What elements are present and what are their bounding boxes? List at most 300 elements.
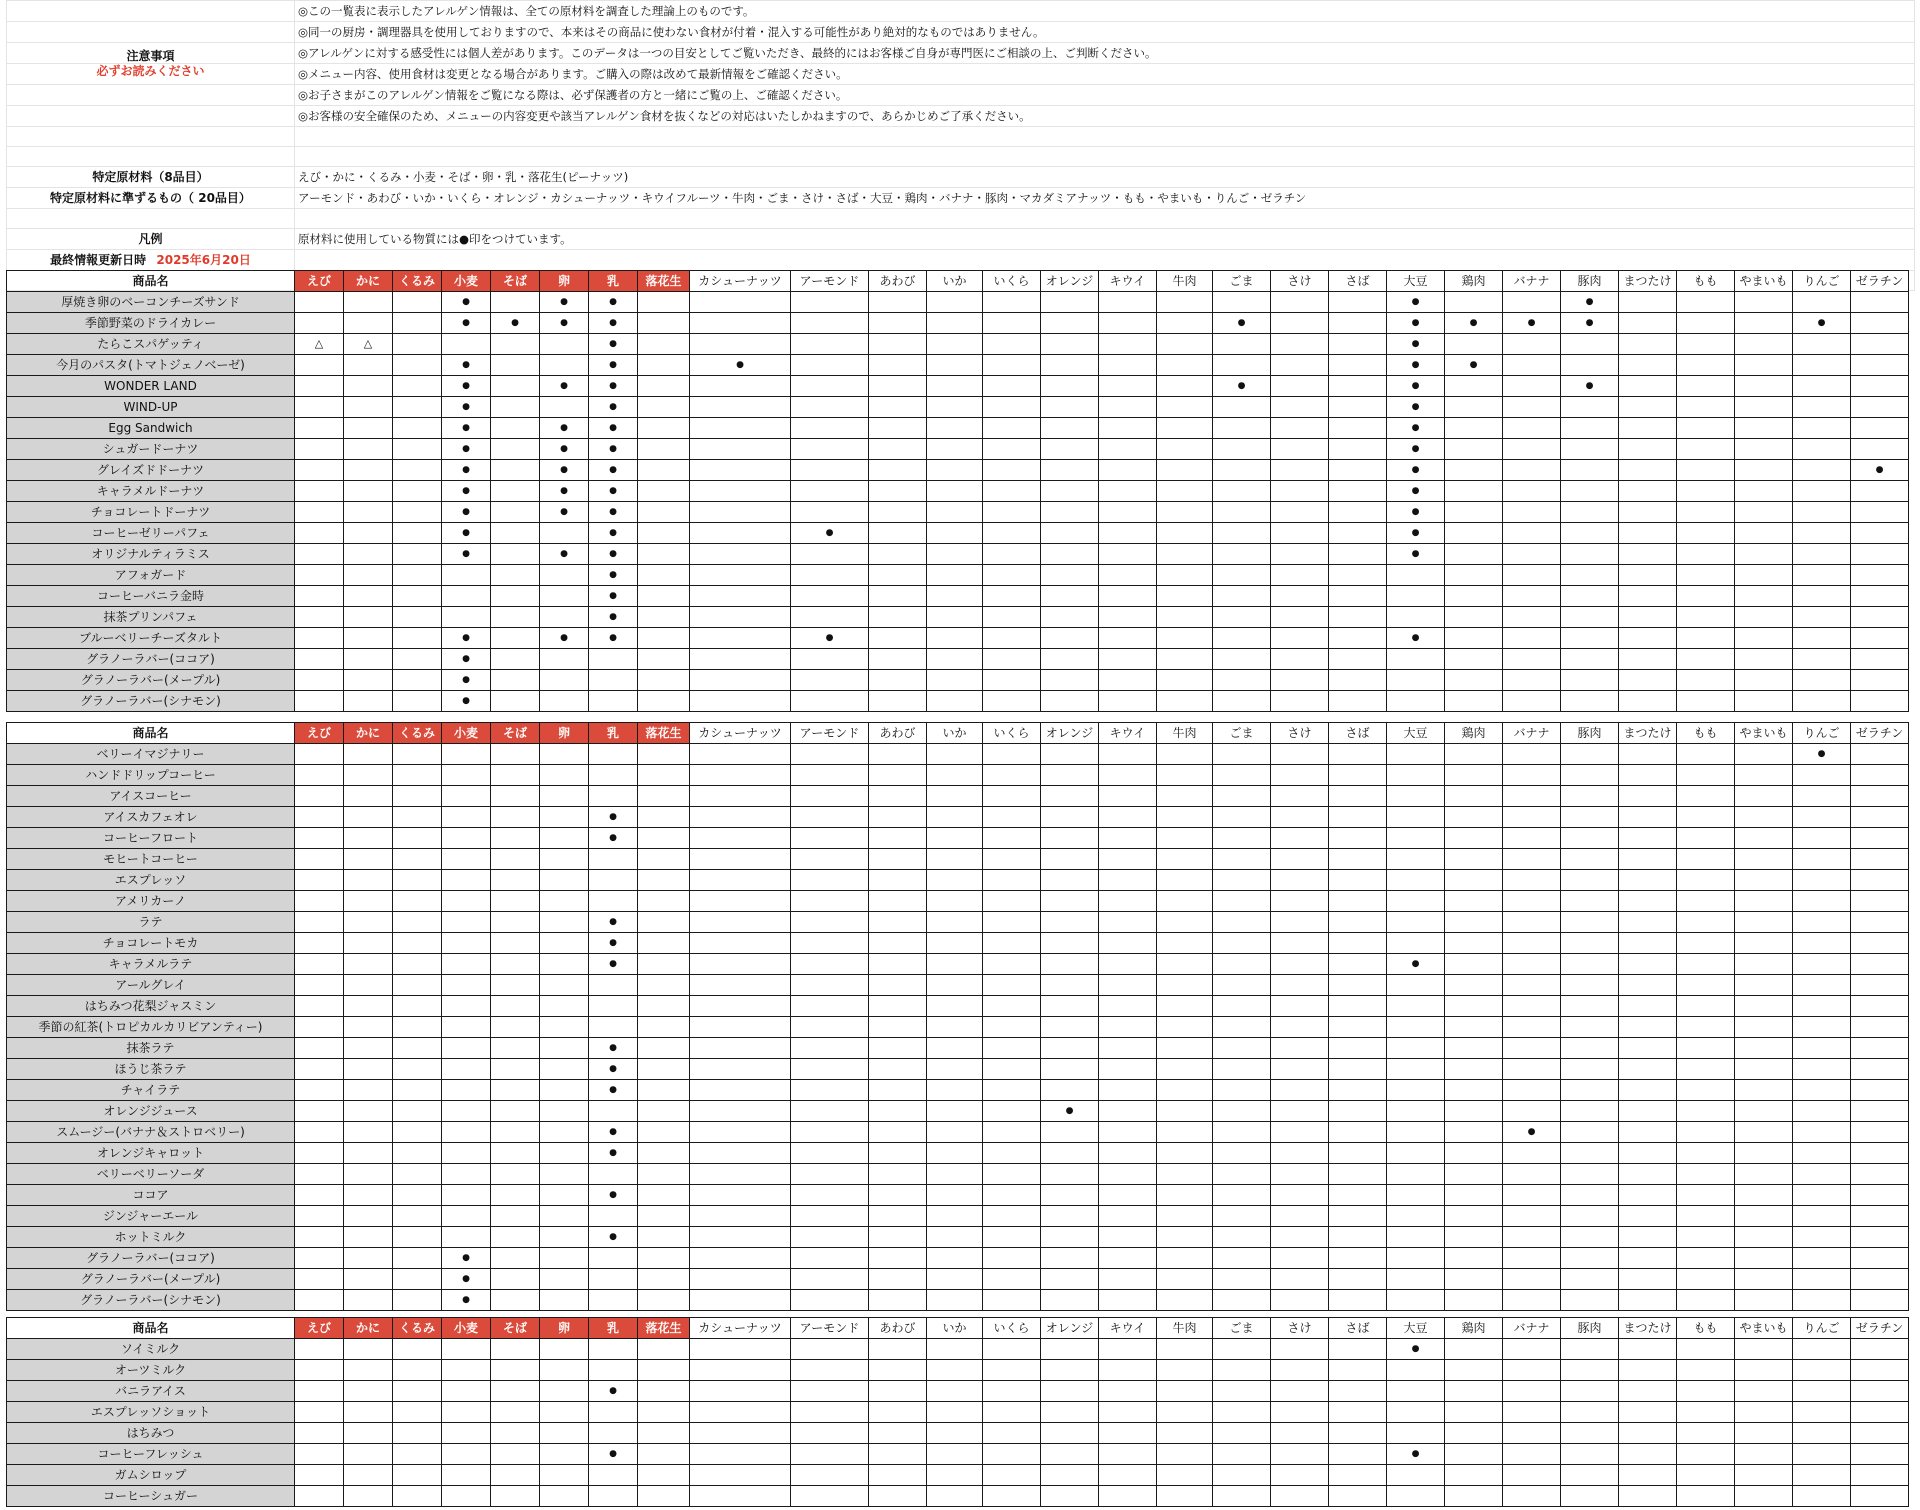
empty-cell xyxy=(869,460,927,481)
empty-cell xyxy=(1445,481,1503,502)
empty-cell xyxy=(393,996,442,1017)
empty-cell xyxy=(1677,355,1735,376)
empty-cell xyxy=(1735,628,1793,649)
empty-cell xyxy=(638,807,690,828)
empty-cell xyxy=(791,313,869,334)
table-row xyxy=(7,565,1909,586)
table-row xyxy=(7,607,1909,628)
table-row xyxy=(7,1101,1909,1122)
empty-cell xyxy=(1735,1164,1793,1185)
empty-cell xyxy=(1851,1290,1909,1311)
empty-cell xyxy=(1099,1465,1157,1486)
empty-cell xyxy=(1793,439,1851,460)
empty-cell xyxy=(869,870,927,891)
table-row xyxy=(7,1444,1909,1465)
empty-cell xyxy=(589,1465,638,1486)
empty-cell xyxy=(1619,786,1677,807)
empty-cell xyxy=(690,1143,791,1164)
empty-cell xyxy=(1213,1101,1271,1122)
allergen-header: りんご xyxy=(1793,1318,1851,1339)
empty-cell xyxy=(1041,292,1099,313)
empty-cell xyxy=(1561,1465,1619,1486)
allergen-mark: ● xyxy=(442,691,491,712)
empty-cell xyxy=(1387,586,1445,607)
empty-cell xyxy=(1677,975,1735,996)
empty-cell xyxy=(1735,996,1793,1017)
empty-cell xyxy=(344,1248,393,1269)
empty-cell xyxy=(1041,786,1099,807)
empty-cell xyxy=(1213,828,1271,849)
empty-cell xyxy=(491,933,540,954)
empty-cell xyxy=(1387,828,1445,849)
empty-cell xyxy=(1503,439,1561,460)
empty-cell xyxy=(1503,1402,1561,1423)
allergen-header: 大豆 xyxy=(1387,723,1445,744)
empty-cell xyxy=(1735,1185,1793,1206)
empty-cell xyxy=(1793,933,1851,954)
empty-cell xyxy=(1851,1248,1909,1269)
empty-cell xyxy=(869,828,927,849)
empty-cell xyxy=(1619,649,1677,670)
empty-cell xyxy=(295,1339,344,1360)
empty-cell xyxy=(1271,1080,1329,1101)
empty-cell xyxy=(927,765,983,786)
empty-cell xyxy=(295,1290,344,1311)
empty-cell xyxy=(7,127,295,147)
empty-cell xyxy=(1735,1486,1793,1507)
empty-cell xyxy=(1561,765,1619,786)
empty-cell xyxy=(1099,1360,1157,1381)
product-name: 抹茶ラテ xyxy=(7,1038,295,1059)
empty-cell xyxy=(791,1444,869,1465)
empty-cell xyxy=(393,1080,442,1101)
allergen-header: 牛肉 xyxy=(1157,723,1213,744)
empty-cell xyxy=(1445,996,1503,1017)
empty-cell xyxy=(869,523,927,544)
empty-cell xyxy=(1099,1038,1157,1059)
empty-cell xyxy=(1561,1360,1619,1381)
empty-cell xyxy=(344,313,393,334)
empty-cell xyxy=(589,786,638,807)
empty-cell xyxy=(1561,1122,1619,1143)
empty-cell xyxy=(869,1143,927,1164)
empty-cell xyxy=(393,807,442,828)
empty-cell xyxy=(1271,1339,1329,1360)
empty-cell xyxy=(344,418,393,439)
empty-cell xyxy=(1445,1290,1503,1311)
allergen-header: さば xyxy=(1329,723,1387,744)
allergen-header: 卵 xyxy=(540,271,589,292)
empty-cell xyxy=(1677,334,1735,355)
empty-cell xyxy=(295,127,1915,147)
empty-cell xyxy=(983,691,1041,712)
empty-cell xyxy=(1387,691,1445,712)
empty-cell xyxy=(393,1339,442,1360)
empty-cell xyxy=(1851,544,1909,565)
empty-cell xyxy=(1445,418,1503,439)
empty-cell xyxy=(442,586,491,607)
empty-cell xyxy=(1329,1486,1387,1507)
empty-cell xyxy=(442,1227,491,1248)
empty-cell xyxy=(1793,565,1851,586)
empty-cell xyxy=(1851,1143,1909,1164)
allergen-mark: ● xyxy=(589,1059,638,1080)
allergen-mark: ● xyxy=(589,933,638,954)
empty-cell xyxy=(690,891,791,912)
empty-cell xyxy=(1157,1360,1213,1381)
empty-cell xyxy=(1157,502,1213,523)
empty-cell xyxy=(1561,628,1619,649)
empty-cell xyxy=(1271,744,1329,765)
empty-cell xyxy=(983,912,1041,933)
allergen-header: 落花生 xyxy=(638,1318,690,1339)
empty-cell xyxy=(983,460,1041,481)
empty-cell xyxy=(927,481,983,502)
empty-cell xyxy=(491,1122,540,1143)
empty-cell xyxy=(690,1465,791,1486)
empty-cell xyxy=(442,1465,491,1486)
empty-cell xyxy=(393,786,442,807)
empty-cell xyxy=(1157,565,1213,586)
empty-cell xyxy=(344,1059,393,1080)
empty-cell xyxy=(638,523,690,544)
empty-cell xyxy=(638,397,690,418)
allergen-mark: ● xyxy=(589,1185,638,1206)
empty-cell xyxy=(1445,1059,1503,1080)
empty-cell xyxy=(1677,1339,1735,1360)
empty-cell xyxy=(1503,786,1561,807)
empty-cell xyxy=(344,1038,393,1059)
empty-cell xyxy=(491,1381,540,1402)
empty-cell xyxy=(1561,586,1619,607)
empty-cell xyxy=(442,1059,491,1080)
empty-cell xyxy=(442,954,491,975)
empty-cell xyxy=(491,954,540,975)
empty-cell xyxy=(1619,355,1677,376)
empty-cell xyxy=(869,313,927,334)
empty-cell xyxy=(1157,1206,1213,1227)
empty-cell xyxy=(869,502,927,523)
empty-cell xyxy=(1619,891,1677,912)
empty-cell xyxy=(1851,744,1909,765)
allergen-header: ゼラチン xyxy=(1851,271,1909,292)
empty-cell xyxy=(344,975,393,996)
empty-cell xyxy=(1329,954,1387,975)
empty-cell xyxy=(1271,1290,1329,1311)
empty-cell xyxy=(927,975,983,996)
empty-cell xyxy=(1099,628,1157,649)
empty-cell xyxy=(638,849,690,870)
empty-cell xyxy=(1619,996,1677,1017)
empty-cell xyxy=(1503,1101,1561,1122)
empty-cell xyxy=(791,1101,869,1122)
empty-cell xyxy=(1503,870,1561,891)
empty-cell xyxy=(1041,481,1099,502)
empty-cell xyxy=(1329,828,1387,849)
empty-cell xyxy=(491,544,540,565)
empty-cell xyxy=(1561,891,1619,912)
empty-cell xyxy=(1445,649,1503,670)
empty-cell xyxy=(1503,502,1561,523)
empty-cell xyxy=(1445,849,1503,870)
table-row xyxy=(7,975,1909,996)
allergen-header: もも xyxy=(1677,723,1735,744)
empty-cell xyxy=(393,1143,442,1164)
empty-cell xyxy=(1735,1206,1793,1227)
empty-cell xyxy=(869,1059,927,1080)
empty-cell xyxy=(1619,849,1677,870)
product-name: エスプレッソ xyxy=(7,870,295,891)
empty-cell xyxy=(1099,1444,1157,1465)
empty-cell xyxy=(1445,1080,1503,1101)
empty-cell xyxy=(295,1185,344,1206)
allergen-header: バナナ xyxy=(1503,271,1561,292)
empty-cell xyxy=(1387,1038,1445,1059)
empty-cell xyxy=(1619,1444,1677,1465)
allergen-mark: ● xyxy=(1387,481,1445,502)
empty-cell xyxy=(1445,1381,1503,1402)
empty-cell xyxy=(1445,1423,1503,1444)
empty-cell xyxy=(1503,996,1561,1017)
empty-cell xyxy=(1735,744,1793,765)
empty-cell xyxy=(1677,418,1735,439)
allergen-mark: ● xyxy=(540,628,589,649)
allergen-mark: ● xyxy=(1851,460,1909,481)
empty-cell xyxy=(1561,439,1619,460)
empty-cell xyxy=(1157,355,1213,376)
empty-cell xyxy=(1099,481,1157,502)
empty-cell xyxy=(1503,649,1561,670)
empty-cell xyxy=(1735,313,1793,334)
empty-cell xyxy=(540,670,589,691)
empty-cell xyxy=(393,523,442,544)
empty-cell xyxy=(1677,1290,1735,1311)
allergen-mark: ● xyxy=(1387,397,1445,418)
product-name: Egg Sandwich xyxy=(7,418,295,439)
empty-cell xyxy=(638,1080,690,1101)
empty-cell xyxy=(983,1122,1041,1143)
allergen-table-drinks xyxy=(6,722,1909,1311)
empty-cell xyxy=(344,1381,393,1402)
empty-cell xyxy=(1099,313,1157,334)
empty-cell xyxy=(1735,1402,1793,1423)
empty-cell xyxy=(638,1360,690,1381)
empty-cell xyxy=(1099,1339,1157,1360)
allergen-mark: ● xyxy=(1387,628,1445,649)
empty-cell xyxy=(295,1206,344,1227)
empty-cell xyxy=(927,954,983,975)
allergen-header: やまいも xyxy=(1735,723,1793,744)
empty-cell xyxy=(393,628,442,649)
empty-cell xyxy=(1041,1381,1099,1402)
empty-cell xyxy=(344,523,393,544)
empty-cell xyxy=(1503,1444,1561,1465)
empty-cell xyxy=(1735,912,1793,933)
empty-cell xyxy=(295,954,344,975)
empty-cell xyxy=(1271,523,1329,544)
empty-cell xyxy=(791,1038,869,1059)
empty-cell xyxy=(690,670,791,691)
empty-cell xyxy=(638,313,690,334)
empty-cell xyxy=(491,1339,540,1360)
header-product-name: 商品名 xyxy=(7,1318,295,1339)
empty-cell xyxy=(1619,1486,1677,1507)
empty-cell xyxy=(1503,744,1561,765)
empty-cell xyxy=(1157,1143,1213,1164)
empty-cell xyxy=(344,607,393,628)
empty-cell xyxy=(1503,334,1561,355)
empty-cell xyxy=(344,1465,393,1486)
empty-cell xyxy=(1271,1185,1329,1206)
empty-cell xyxy=(869,292,927,313)
empty-cell xyxy=(927,439,983,460)
empty-cell xyxy=(1677,397,1735,418)
empty-cell xyxy=(791,565,869,586)
header-row xyxy=(7,1318,1909,1339)
empty-cell xyxy=(983,1402,1041,1423)
empty-cell xyxy=(1677,1059,1735,1080)
allergen-mark: ● xyxy=(1387,523,1445,544)
allergen-header: 豚肉 xyxy=(1561,1318,1619,1339)
empty-cell xyxy=(1099,670,1157,691)
empty-cell xyxy=(1099,502,1157,523)
empty-cell xyxy=(1041,891,1099,912)
empty-cell xyxy=(1561,1101,1619,1122)
empty-cell xyxy=(1213,355,1271,376)
empty-cell xyxy=(1677,954,1735,975)
empty-cell xyxy=(1329,912,1387,933)
empty-cell xyxy=(393,502,442,523)
empty-cell xyxy=(1445,1444,1503,1465)
product-name: グラノーラバー(ココア) xyxy=(7,1248,295,1269)
allergen-header: バナナ xyxy=(1503,723,1561,744)
empty-cell xyxy=(983,807,1041,828)
empty-cell xyxy=(1271,607,1329,628)
empty-cell xyxy=(491,765,540,786)
allergen-header: ごま xyxy=(1213,271,1271,292)
empty-cell xyxy=(1503,418,1561,439)
allergen-mark: ● xyxy=(1387,439,1445,460)
allergen-header: あわび xyxy=(869,723,927,744)
empty-cell xyxy=(791,460,869,481)
empty-cell xyxy=(295,1038,344,1059)
empty-cell xyxy=(638,1017,690,1038)
table-row xyxy=(7,523,1909,544)
empty-cell xyxy=(927,649,983,670)
empty-cell xyxy=(1503,765,1561,786)
empty-cell xyxy=(540,1164,589,1185)
empty-cell xyxy=(1213,691,1271,712)
empty-cell xyxy=(344,1164,393,1185)
empty-cell xyxy=(1445,1360,1503,1381)
empty-cell xyxy=(1619,418,1677,439)
empty-cell xyxy=(927,1122,983,1143)
empty-cell xyxy=(393,1444,442,1465)
empty-cell xyxy=(638,1486,690,1507)
empty-cell xyxy=(1041,1248,1099,1269)
empty-cell xyxy=(295,147,1915,167)
empty-cell xyxy=(1503,912,1561,933)
empty-cell xyxy=(983,1423,1041,1444)
empty-cell xyxy=(1041,355,1099,376)
empty-cell xyxy=(1851,1185,1909,1206)
empty-cell xyxy=(791,891,869,912)
empty-cell xyxy=(442,1423,491,1444)
empty-cell xyxy=(983,1185,1041,1206)
empty-cell xyxy=(1157,765,1213,786)
empty-cell xyxy=(1099,1143,1157,1164)
empty-cell xyxy=(1099,1269,1157,1290)
empty-cell xyxy=(1619,975,1677,996)
product-name: ほうじ茶ラテ xyxy=(7,1059,295,1080)
empty-cell xyxy=(1445,586,1503,607)
empty-cell xyxy=(1851,1164,1909,1185)
empty-cell xyxy=(1619,1290,1677,1311)
empty-cell xyxy=(1271,1360,1329,1381)
allergen-mark: ● xyxy=(1387,954,1445,975)
product-name: ガムシロップ xyxy=(7,1465,295,1486)
empty-cell xyxy=(344,849,393,870)
specific-label: 特定原材料（8品目） xyxy=(7,167,295,188)
empty-cell xyxy=(1735,1248,1793,1269)
allergen-header: そば xyxy=(491,1318,540,1339)
empty-cell xyxy=(1851,807,1909,828)
table-row xyxy=(7,1339,1909,1360)
allergen-mark: ● xyxy=(1213,376,1271,397)
empty-cell xyxy=(983,744,1041,765)
empty-cell xyxy=(393,1290,442,1311)
allergen-table-extras xyxy=(6,1317,1909,1507)
empty-cell xyxy=(491,1248,540,1269)
empty-cell xyxy=(1213,1206,1271,1227)
empty-cell xyxy=(1271,1017,1329,1038)
empty-cell xyxy=(1851,975,1909,996)
empty-cell xyxy=(983,565,1041,586)
empty-cell xyxy=(1793,418,1851,439)
empty-cell xyxy=(1329,1206,1387,1227)
empty-cell xyxy=(791,933,869,954)
empty-cell xyxy=(393,891,442,912)
empty-cell xyxy=(1329,460,1387,481)
empty-cell xyxy=(983,1059,1041,1080)
allergen-header: くるみ xyxy=(393,723,442,744)
empty-cell xyxy=(1271,1122,1329,1143)
empty-cell xyxy=(1561,1227,1619,1248)
empty-cell xyxy=(1619,1185,1677,1206)
empty-cell xyxy=(1099,1122,1157,1143)
empty-cell xyxy=(1329,670,1387,691)
empty-cell xyxy=(1213,565,1271,586)
allergen-header: かに xyxy=(344,271,393,292)
empty-cell xyxy=(1677,1206,1735,1227)
empty-cell xyxy=(1157,786,1213,807)
empty-cell xyxy=(791,376,869,397)
empty-cell xyxy=(1677,1360,1735,1381)
empty-cell xyxy=(1677,1038,1735,1059)
empty-cell xyxy=(983,870,1041,891)
empty-cell xyxy=(393,691,442,712)
empty-cell xyxy=(442,1101,491,1122)
empty-cell xyxy=(1851,565,1909,586)
empty-cell xyxy=(1157,1444,1213,1465)
empty-cell xyxy=(1503,670,1561,691)
empty-cell xyxy=(791,1402,869,1423)
empty-cell xyxy=(491,649,540,670)
empty-cell xyxy=(1793,996,1851,1017)
empty-cell xyxy=(1677,439,1735,460)
empty-cell xyxy=(791,292,869,313)
empty-cell xyxy=(540,1248,589,1269)
